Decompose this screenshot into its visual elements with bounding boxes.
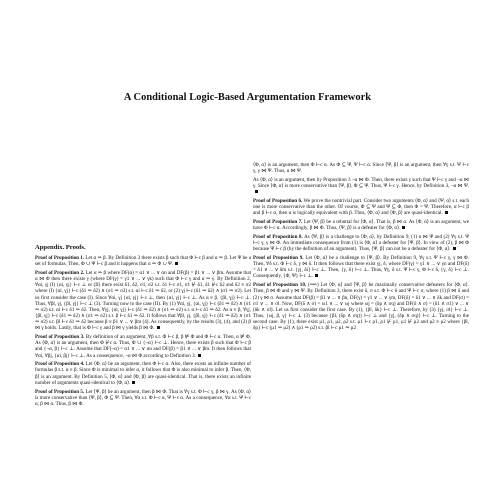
proof-paragraph-2 (35, 270, 251, 332)
proof-heading: Proof of Proposition 1. (35, 255, 85, 261)
qed-mark (315, 274, 318, 277)
qed-mark (402, 226, 405, 229)
proof-paragraph-continued-2 (253, 177, 469, 195)
qed-mark (157, 326, 160, 329)
proof-heading: Proof of Proposition 5. (35, 388, 85, 395)
qed-mark (255, 190, 258, 193)
proof-paragraph-5 (35, 389, 251, 407)
proof-text: Let ⟨Ψ, β⟩ be a rebuttal for ⟨Φ, α⟩. That is, β ⋈ α. As ⟨Φ, α⟩ is an argument, we have Φ ⊢c α. Accordingly, β ⋈ Φ. Thus, ⟨Ψ, β⟩ is a defeater for ⟨Φ, α⟩. (253, 219, 469, 232)
left-column (35, 244, 251, 484)
proof-paragraph-8 (253, 234, 469, 252)
qed-mark (175, 262, 178, 265)
proof-heading: Proof of Proposition 4. (35, 361, 85, 368)
proof-paragraph-3 (35, 334, 251, 359)
proof-heading: Proof of Proposition 7. (253, 219, 303, 226)
proof-text: As ⟨Φ, α⟩ is an argument, then by Proposition 3 ¬α ⋈ Φ. Then, there exists γ such that Ψ ⊢c γ and ¬α ⋈ γ. Since ⟨Φ, α⟩ is more conservative than ⟨Ψ, β⟩, Φ ⊆ Ψ. Thus, Ψ ⊢c γ. Hence, by Definition 3, ¬α ⋈ Ψ. (253, 176, 469, 190)
qed-mark (132, 381, 135, 384)
proof-text: Let ⟨Ψ, β⟩ be an argument, then β ⋈ Φ. That is ∀γ s.t. Φ ⊢c γ, β ⋈ γ. As ⟨Φ, α⟩ is more conservative than ⟨Ψ, β⟩, Φ ⊆ Ψ. Then, ∀α s.t. Φ ⊢c α, Ψ ⊢c α. As a consequence, ∀α s.t. Ψ ⊢c α, β ⋈ α. Thus, β ⋈ Φ. (35, 388, 251, 407)
proof-text: Let ⟨Φ, α⟩ be an argument, then Φ ⊢c α. Also, there exists an infinite number of formulas β s.t. α ≡ β. Since Φ is minimal to infer α, it follows that Φ is also minimal to infer β. Then, ⟨Φ, β⟩ is an argument. By Definition 5, ⟨Φ, α⟩ and ⟨Φ, β⟩ are quasi-identical. That is, there exists an infinite number of arguments quasi-identical to ⟨Φ, α⟩. (35, 361, 251, 386)
right-column (253, 162, 469, 466)
proof-heading: Proof of Proposition 9. (253, 255, 304, 261)
proof-text: Let α ⇒ β where DF(α) = α1 ∨ ... ∨ αn and DF(β) = β1 ∨ ... ∨ βm. Assume that α ⋈ Φ then there exists γ (where DF(γ) = γ1 ∨ ... ∨ γk) such that Φ ⊢c γ and α ⇒ γ. By Definition 2, ∀αi, γj (I) {αi, γj} ⊢c ⊥ or (II) there exist δ1, δ2, σ1, σ2 s.t. δ1 ⊢c σ1, σ1 ⊬ δ1, δ1 ⊬c δ2 and δ2 ≡ σ2 where (I) {αi, γj} ⊢c (δ1 ⇒ δ2) ∧ (σ1 ⇒ σ2) s.t. αi ⊢c δ1 ⇒ δ2, or (2) γj ⊢c (δ1 ⇒ δ2) ∧ (σ1 ⇒ σ2). Let us first consider the case (I). Since ∀αi, γj {αi, γj} ⊢c ⊥, then {αi, γj} ⊢c ⊥. As α ≡ β, {βl, γj} ⊢c ⊥. Thus, ∀βl, γj, {βl, γj} ⊢c ⊥ (3). Turning now to the case (II). By (1) ∀αi, γj, {αi, γj} ⊢c (δ1 ⇒ δ2) ∧ (σ1 ⇒ σ2) s.t. αi ⊢c δ1 ⇒ δ2. Then, ∀γj, {αi, γj} ⊢c (δ1 ⇒ δ2) ∧ (σ1 ⇒ σ2) s.t. α ⊢c δ1 ⇒ δ2. As α ≡ β, ∀γj, {βl, γj} ⊢c (δ1 ⇒ δ2) ∧ (σ1 ⇒ σ2) s.t. β ⊢c δ1 ⇒ δ2. It follows that ∀βl, γj, {βl, γj} ⊢c (δ1 ⇒ δ2) ∧ (σ1 ⇒ σ2) s.t. βl ⊢c δ1 ⇒ δ2 because β ≡ β1 ∨ ... ∨ βm (4). As consequently, by the results (3), (4), and (2) β ⋈ γ holds. Lastly, that is Φ ⊢c γ and β ⋈ γ yields β ⋈ Φ. (35, 269, 251, 332)
proof-paragraph-9 (253, 255, 469, 280)
paper-title: A Conditional Logic-Based Argumentation Framework (123, 92, 372, 103)
proof-text: (⟹) Let ⟨Φ, α⟩ and ⟨Ψ, β⟩ be maximally conservative defeaters for ⟨Φ, α⟩. Then, β ⋈ Φ and γ ⋈ Ψ. By Definition 3, there exist δ, σ s.t. Φ ⊢c δ and Ψ ⊢c σ, where (1) β ⋈ δ and (2) γ ⋈ σ. Assume that DF(β) = β1 ∨ ... ∨ βn, DF(γ) = γ1 ∨ ... ∨ γm, DF(δ) = δ1 ∨ ... ∨ δk and DF(σ) = σ1 ∨ ... ∨ σl. Now, DF(δ ∧ σ) = ω1 ∨ ... ∨ ωj where ωj = (δp ∧ σq) and DF(δ ∧ σ) = (δ1 ∧ σ1) ∨ ... ∨ (δk ∧ σl). Let us first consider the first case. By (1), {βl, δk} ⊢c ⊥. Therefore, by (3) {γj, σl} ⊢c ⊥. Thus, {ωj, β, γ} ⊢c ⊥ (3) because {βl, (δp ∧ σq)} ⊢c ⊥ and {γj, (δp ∧ σq)} ⊢c ⊥. Turning to the second case. By (1), there exist μ1, ρ1, μ2, ρ2 s.t. μ1 ⊢c ρ1, ρ1 ⊬ μ1, μ1 ⊬ μ2 and μ2 ≡ ρ2 where {βl, δp} ⊢c (μ1 ⇒ μ2) ∧ (ρ1 ⇒ ρ2) s.t. βl ⊢c μ1 ⇒ μ2 (253, 282, 469, 332)
section-heading: Appendix. Proofs. (35, 244, 86, 251)
qed-mark (445, 211, 448, 214)
proof-text: Let ⟨Φ, α⟩ be a challenge to ⟨Ψ, β⟩. By Definition 9, ∀γ s.t. Ψ ⊢c γ, γ ⋈ Φ. Then, ∀δ s.t. Φ ⊢c δ, γ ⋈ δ. It then follows that there exist γj, δ, where DF(γ) = γ1 ∨ ... ∨ γn and DF(δ) = δ1 ∨ ... ∨ δm s.t. {γj, δi} ⊢c ⊥. Then, {γ, δ} ⊢c ⊥. Thus, ∀γ, δ s.t. Ψ ⊢c γ, Φ ⊢c δ, {γ, δ} ⊢c ⊥. Consequently, {Φ, Ψ} ⊢c ⊥. (253, 255, 469, 280)
proof-text: ⟨Φ, α⟩ is an argument, then Φ ⊢c α. As Φ ⊆ Ψ, Ψ ⊢c α. Since ⟨Ψ, β⟩ is an argument, then ∀γ s.t. Ψ ⊢c γ, γ ⋈ Ψ. Thus, α ⋈ Ψ. (253, 162, 469, 175)
proof-heading: Proof of Proposition 2. (35, 269, 85, 276)
qed-mark (453, 247, 456, 250)
proof-heading: Proof of Proposition 8. (253, 233, 303, 240)
proof-text: As ⟨Ψ, β⟩ is a challenge to ⟨Φ, α⟩, by Definition 9, (1) α ⋈ Ψ and (2) ∀γ s.t. Ψ ⊢c γ, γ ⋈ Φ. An immediate consequence from (1) is ⟨Φ, α⟩ a defeater for ⟨Ψ, β⟩. In view of (2), β ⋈ Φ because Ψ ⊢c β (by the definition of an argument). Thus, ⟨Ψ, β⟩ can not be a defeater for ⟨Φ, α⟩. (253, 233, 469, 253)
proof-paragraph-1 (35, 255, 251, 267)
proof-paragraph-10 (253, 282, 469, 331)
proof-heading: Proof of Proposition 10. (253, 282, 307, 289)
qed-mark (198, 354, 201, 357)
proof-paragraph-6 (253, 198, 469, 216)
proof-text: Let α ⇒ β. By Definition 3 there exists β such that Φ ⊢c β and α ⇒ β. Let Ψ be a set of formulas. Then, Φ ∪ Ψ ⊢c β and it happens that α ⇒ Φ ∪ Ψ. (35, 255, 251, 268)
proof-text: By definition of an argument, ∀β s.t. Φ ⊢c β, β ⊭ Φ and Φ ⊢c α. Then, α ⊭ Φ. As ⟨Φ, α⟩ is an argument, then Φ ⊬c α. Thus, Φ ∪ {¬α} ⊢c ⊥. Hence, there exists β such that Φ ⊢c β and {¬α, β} ⊢c ⊥. Assume that DF(¬α) = α1 ∨ ... ∨ αn and DF(β) = β1 ∨ ... ∨ βm. It then follows that ∀αi, ∀βj, {αi, βj} ⊢c ⊥. As a consequence, ¬α ⋈ Φ according to Definition 3. (35, 334, 251, 359)
proof-heading: Proof of Proposition 3. (35, 334, 85, 341)
proof-paragraph-4 (35, 361, 251, 386)
proof-paragraph-continued (253, 162, 469, 174)
proof-paragraph-7 (253, 219, 469, 231)
proof-heading: Proof of Proposition 6. (253, 197, 303, 204)
proof-text: We prove the nontrivial part. Consider two arguments ⟨Φ, α⟩ and ⟨Ψ, α⟩ s.t. each one is more conservative than the other. Of course, Φ ⊆ Ψ and Ψ ⊆ Φ, then Φ = Ψ. Therefore, α ⊢c β and β ⊢c α, then α is logically equivalent with β. Thus, ⟨Φ, α⟩ and ⟨Φ, β⟩ are quasi-identical. (253, 197, 469, 217)
